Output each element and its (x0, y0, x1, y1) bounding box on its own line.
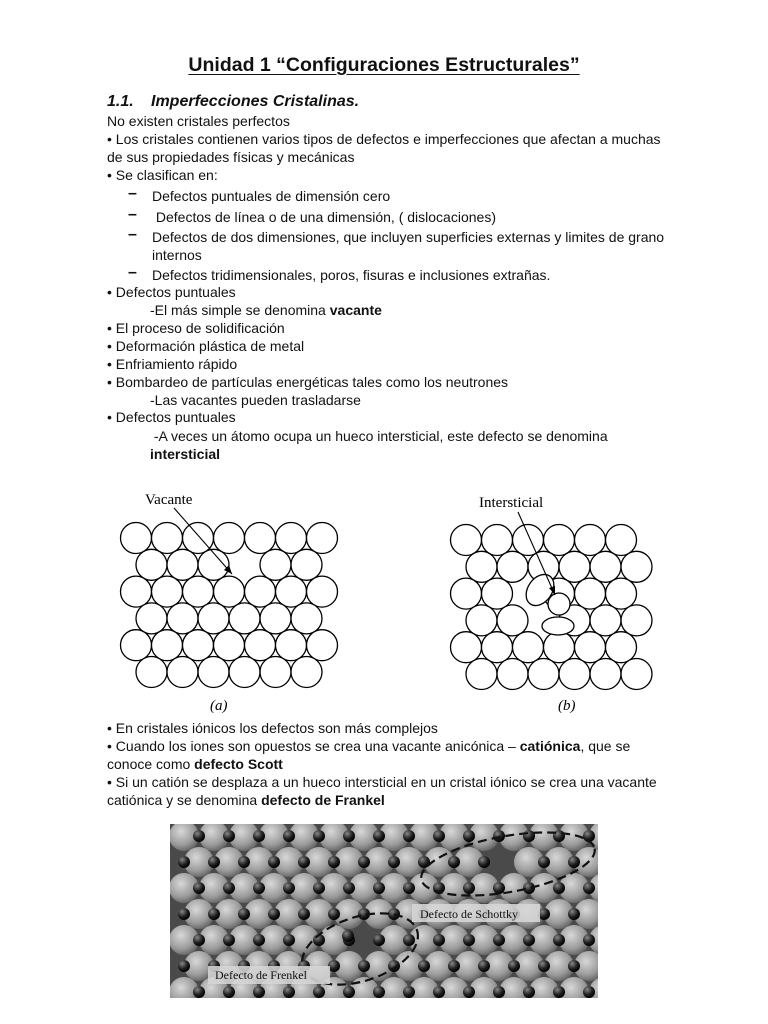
paragraph-frankel-defect: • Si un catión se desplaza a un hueco intersticial en un cristal iónico se crea una vacante catiónica y se denomina defecto de Frankel (107, 774, 657, 808)
atom (575, 525, 606, 556)
paragraph-vacancy-move: -Las vacantes pueden trasladarse (150, 392, 361, 408)
cation (253, 986, 265, 998)
atom (621, 605, 652, 636)
paragraph-no-perfect-crystals: No existen cristales perfectos (107, 113, 290, 129)
cation (553, 934, 565, 946)
page-title: Unidad 1 “Configuraciones Estructurales” (188, 54, 580, 76)
atom (497, 605, 528, 636)
atom (183, 630, 214, 661)
cation (283, 986, 295, 998)
cation (493, 986, 505, 998)
cation (463, 882, 475, 894)
class-item: Defectos tridimensionales, poros, fisuras e inclusiones extrañas. (152, 267, 551, 283)
cation (223, 986, 235, 998)
atom (590, 659, 621, 690)
cation (433, 830, 445, 842)
cation (373, 830, 385, 842)
cation (298, 908, 310, 920)
cation (343, 986, 355, 998)
cation (298, 856, 310, 868)
cation (583, 986, 595, 998)
cation (343, 882, 355, 894)
atom (291, 549, 322, 580)
cation (343, 830, 355, 842)
atom (229, 603, 260, 634)
atom (575, 578, 606, 609)
atom (214, 630, 245, 661)
cation (463, 934, 475, 946)
cation (283, 934, 295, 946)
cation (388, 908, 400, 920)
cation (283, 882, 295, 894)
cation (253, 934, 265, 946)
cation (253, 830, 265, 842)
cation (448, 960, 460, 972)
atom (276, 523, 307, 554)
atom (214, 576, 245, 607)
figure-b-caption: (b) (558, 698, 576, 714)
cation (328, 856, 340, 868)
atom (183, 576, 214, 607)
atom (198, 657, 229, 688)
atom (121, 630, 152, 661)
vacancy-lattice (121, 523, 338, 688)
paragraph-classified: • Se clasifican en: (107, 167, 218, 183)
cation (193, 934, 205, 946)
atom (606, 632, 637, 663)
cation (583, 882, 595, 894)
cation (223, 934, 235, 946)
crystal-defects-figure (100, 480, 660, 720)
paragraph-vacancy: -El más simple se denomina vacante (150, 302, 382, 318)
cation (523, 934, 535, 946)
paragraph-point-defects-2: • Defectos puntuales (107, 409, 236, 425)
frenkel-label: Defecto de Frenkel (215, 968, 307, 982)
section-number: 1.1. (107, 93, 134, 110)
atom (229, 657, 260, 688)
atom (307, 630, 338, 661)
atom (167, 549, 198, 580)
cation (283, 830, 295, 842)
atom (260, 657, 291, 688)
cause-item: • Enfriamiento rápido (107, 356, 238, 372)
cation (403, 986, 415, 998)
section-title: Imperfecciones Cristalinas. (151, 93, 360, 110)
cation (583, 934, 595, 946)
cation (223, 882, 235, 894)
atom (513, 525, 544, 556)
cation (568, 908, 580, 920)
cation (328, 908, 340, 920)
cation (433, 986, 445, 998)
atom (183, 523, 214, 554)
atom (136, 657, 167, 688)
atom (482, 632, 513, 663)
cation (463, 986, 475, 998)
paragraph-scott-defect: • Cuando los iones son opuestos se crea una vacante anicónica – catiónica, que se conoce como defecto Scott (107, 738, 635, 772)
atom (136, 549, 167, 580)
atom (152, 576, 183, 607)
atom (590, 551, 621, 582)
cation (373, 934, 385, 946)
atom (621, 659, 652, 690)
atom (466, 605, 497, 636)
cation (178, 908, 190, 920)
cation (568, 856, 580, 868)
paragraph-point-defects: • Defectos puntuales (107, 284, 236, 300)
cation (493, 934, 505, 946)
cation (193, 986, 205, 998)
cation (448, 856, 460, 868)
cation (523, 830, 535, 842)
cation (373, 882, 385, 894)
atom (497, 551, 528, 582)
atom (559, 659, 590, 690)
interstitial-lattice (451, 525, 653, 690)
atom (152, 523, 183, 554)
cation (238, 908, 250, 920)
class-item: Defectos de dos dimensiones, que incluyen superficies externas y limites de grano internos (152, 229, 665, 263)
atom (245, 576, 276, 607)
ionic-crystal-figure (170, 824, 598, 998)
cation (523, 986, 535, 998)
cause-item: • El proceso de solidificación (107, 320, 285, 336)
atom (528, 659, 559, 690)
figure-a-caption: (a) (210, 698, 228, 714)
atom (136, 603, 167, 634)
cation (253, 882, 265, 894)
atom (260, 549, 291, 580)
cation (313, 830, 325, 842)
schottky-label: Defecto de Schottky (420, 907, 518, 921)
cation (373, 986, 385, 998)
atom (121, 523, 152, 554)
atom (466, 551, 497, 582)
cation (403, 882, 415, 894)
cation (403, 830, 415, 842)
cation (193, 830, 205, 842)
interstitial-atom (548, 593, 570, 615)
atom (466, 659, 497, 690)
dash-bullet: – (128, 185, 137, 202)
atom (167, 603, 198, 634)
atom (307, 523, 338, 554)
atom (245, 523, 276, 554)
paragraph-ionic-complex: • En cristales iónicos los defectos son más complejos (107, 720, 438, 736)
paragraph-interstitial: -A veces un átomo ocupa un hueco intersticial, este defecto se denomina intersticial (150, 428, 612, 462)
cation (538, 856, 550, 868)
cation (403, 934, 415, 946)
cation (358, 960, 370, 972)
cation (178, 856, 190, 868)
atom (451, 578, 482, 609)
cation (538, 960, 550, 972)
cation (313, 882, 325, 894)
cation (193, 882, 205, 894)
atom (260, 603, 291, 634)
cation (268, 856, 280, 868)
atom (291, 657, 322, 688)
cation (223, 830, 235, 842)
atom (575, 632, 606, 663)
class-item: Defectos puntuales de dimensión cero (152, 188, 391, 204)
cation (478, 960, 490, 972)
cation (418, 960, 430, 972)
cation (268, 908, 280, 920)
cation (208, 908, 220, 920)
cation (388, 856, 400, 868)
atom (451, 632, 482, 663)
atom (276, 630, 307, 661)
atom (152, 630, 183, 661)
frenkel-interstitial-cation (342, 930, 354, 942)
atom (590, 605, 621, 636)
atom (276, 576, 307, 607)
dash-bullet: – (128, 206, 137, 223)
cation (208, 856, 220, 868)
atom (307, 576, 338, 607)
atom (544, 632, 575, 663)
cation (178, 960, 190, 972)
atom (198, 603, 229, 634)
vacancy-label: Vacante (145, 492, 193, 508)
atom (291, 603, 322, 634)
dash-bullet: – (128, 226, 137, 243)
cation (553, 882, 565, 894)
atom (621, 551, 652, 582)
paragraph-defects-intro: • Los cristales contienen varios tipos de defectos e imperfecciones que afectan a muchas de sus propiedades físicas y mecánicas (107, 131, 661, 165)
atom (606, 578, 637, 609)
atom (167, 657, 198, 688)
interstitial-label: Intersticial (479, 495, 544, 511)
atom (606, 525, 637, 556)
atom (245, 630, 276, 661)
cause-item: • Deformación plástica de metal (107, 338, 305, 354)
cation (433, 934, 445, 946)
cation (553, 986, 565, 998)
cause-item: • Bombardeo de partículas energéticas tales como los neutrones (107, 374, 509, 390)
atom (544, 525, 575, 556)
atom (482, 525, 513, 556)
cation (568, 960, 580, 972)
cation (463, 830, 475, 842)
atom (513, 632, 544, 663)
cation (313, 986, 325, 998)
cation (358, 856, 370, 868)
cation (238, 856, 250, 868)
class-item: Defectos de línea o de una dimensión, ( dislocaciones) (152, 209, 496, 225)
cation (508, 960, 520, 972)
atom (497, 659, 528, 690)
atom (451, 525, 482, 556)
cation (493, 830, 505, 842)
atom (214, 523, 245, 554)
dash-bullet: – (128, 264, 137, 281)
atom (121, 576, 152, 607)
atom (482, 578, 513, 609)
atom (559, 551, 590, 582)
section-heading (107, 93, 359, 111)
cation (478, 856, 490, 868)
distorted-atom (542, 617, 574, 635)
